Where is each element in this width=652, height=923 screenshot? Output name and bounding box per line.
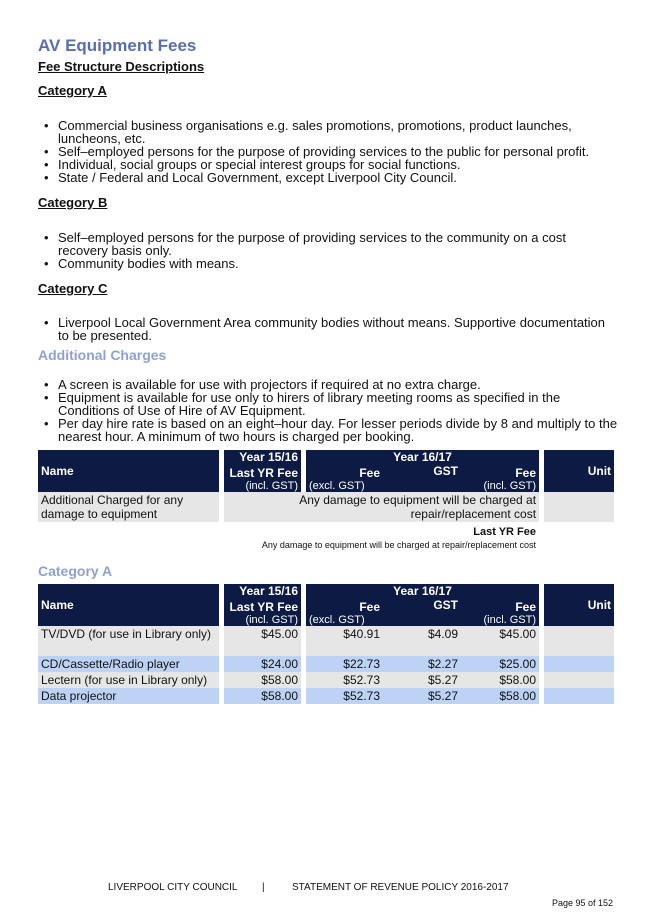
row-unit [539,672,614,688]
list-item: • Individual, social groups or special interest groups for social functions. [38,158,618,171]
section-subtitle: Fee Structure Descriptions [38,59,205,74]
list-item: • State / Federal and Local Government, except Liverpool City Council. [38,171,618,184]
category-c-heading: Category C [38,281,108,296]
row-unit [539,492,614,522]
row-last-fee: $45.00 [219,626,301,656]
col-header-gst: GST [383,598,461,626]
last-yr-label: Last YR Fee [473,526,537,538]
row-unit [539,656,614,672]
row-gst: $4.09 [383,626,461,656]
row-fee-incl: $58.00 [461,672,539,688]
col-header-year2: Year 16/17 [301,584,539,598]
fee-sub: (excl. GST) [309,614,365,626]
col-header-fee-incl [461,598,539,626]
list-item: • Equipment is available for use only to hirers of library meeting rooms as specified in the Conditions of Use of Hire of AV Equipment. [38,391,618,417]
table-row [38,522,614,552]
col-header-fee [301,598,383,626]
col-header-year1: Year 15/16 [219,584,301,598]
last-yr-note-text: Any damage to equipment will be charged at repair/replacement cost [261,540,537,550]
footer-separator: | [262,882,265,893]
row-gst: $5.27 [383,688,461,704]
row-last-fee: $24.00 [219,656,301,672]
empty-cell [38,522,219,552]
table-row [38,492,614,522]
row-name: Additional Charged for any damage to equipment [38,492,219,522]
fee-label: Fee [359,600,380,614]
footer-organisation: LIVERPOOL CITY COUNCIL [108,882,238,893]
col-header-year1: Year 15/16 [219,450,301,464]
col-header-gst: GST [383,464,461,492]
category-c-list [38,316,618,342]
page-number: Page 95 of 152 [552,898,614,908]
additional-charges-heading: Additional Charges [38,347,167,363]
category-b-heading: Category B [38,195,108,210]
row-gst: $5.27 [383,672,461,688]
row-unit [539,688,614,704]
category-a-fees-table [38,584,614,704]
last-fee-sub: (incl. GST) [245,614,298,626]
row-note: Any damage to equipment will be charged at repair/replacement cost [219,492,539,522]
col-header-last-fee [219,598,301,626]
list-item: • Self–employed persons for the purpose of providing services to the public for personal profit. [38,145,618,158]
col-header-last-fee [219,464,301,492]
list-item: • Commercial business organisations e.g. sales promotions, promotions, product launches, luncheons, etc. [38,119,618,145]
row-name: CD/Cassette/Radio player [38,656,219,672]
row-fee: $52.73 [301,688,383,704]
table-row [38,672,614,688]
empty-cell [539,522,614,552]
footer-policy: STATEMENT OF REVENUE POLICY 2016-2017 [292,882,509,893]
fee-incl-label: Fee [515,600,537,614]
table-row [38,688,614,704]
row-fee: $40.91 [301,626,383,656]
row-unit [539,626,614,656]
col-header-unit: Unit [539,450,614,492]
row-fee-incl: $45.00 [461,626,539,656]
last-fee-label: Last YR Fee [229,600,298,614]
category-a-list [38,119,618,184]
list-item: • A screen is available for use with projectors if required at no extra charge. [38,378,618,391]
list-item: • Per day hire rate is based on an eight–hour day. For lesser periods divide by 8 and multiply to the nearest hour. A minimum of two hours is charged per booking. [38,417,618,443]
row-name: Data projector [38,688,219,704]
row-name: Lectern (for use in Library only) [38,672,219,688]
col-header-name: Name [38,584,219,626]
fee-incl-sub: (incl. GST) [483,480,537,492]
fee-incl-label: Fee [515,466,537,480]
row-fee-incl: $25.00 [461,656,539,672]
additional-charges-list [38,378,618,443]
list-item: • Self–employed persons for the purpose of providing services to the community on a cost recovery basis only. [38,231,618,257]
last-fee-sub: (incl. GST) [245,480,298,492]
row-fee: $52.73 [301,672,383,688]
last-yr-note [219,522,539,552]
row-last-fee: $58.00 [219,672,301,688]
category-b-list [38,231,618,270]
category-a-table-heading: Category A [38,563,113,579]
additional-charges-table [38,450,614,552]
row-name: TV/DVD (for use in Library only) [38,626,219,656]
table-row [38,626,614,656]
fee-incl-sub: (incl. GST) [483,614,537,626]
last-fee-label: Last YR Fee [229,466,298,480]
col-header-name: Name [38,450,219,492]
col-header-fee [301,464,383,492]
row-gst: $2.27 [383,656,461,672]
list-item: • Community bodies with means. [38,257,618,270]
table-row [38,656,614,672]
col-header-unit: Unit [539,584,614,626]
row-fee-incl: $58.00 [461,688,539,704]
col-header-year2: Year 16/17 [301,450,539,464]
fee-label: Fee [359,466,380,480]
category-a-heading: Category A [38,83,107,98]
row-fee: $22.73 [301,656,383,672]
row-last-fee: $58.00 [219,688,301,704]
list-item: • Liverpool Local Government Area community bodies without means. Supportive documentation to be presented. [38,316,618,342]
fee-sub: (excl. GST) [309,480,365,492]
page-title: AV Equipment Fees [38,36,197,55]
col-header-fee-incl [461,464,539,492]
